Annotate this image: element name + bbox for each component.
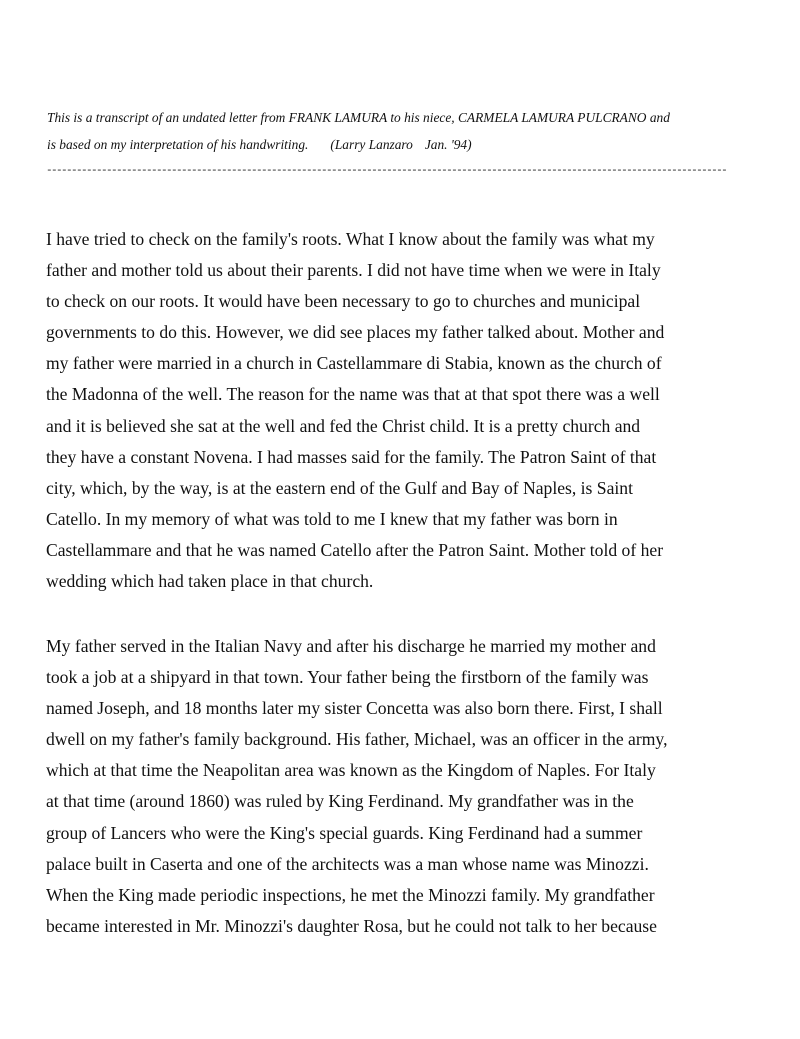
transcript-note-line-1: This is a transcript of an undated letter from FRANK LAMURA to his niece, CARMELA LAMURA PULCRANO and xyxy=(47,110,670,125)
text-line: at that time (around 1860) was ruled by King Ferdinand. My grandfather was in the xyxy=(46,791,634,812)
transcript-note-text: is based on my interpretation of his handwriting. xyxy=(47,137,309,152)
text-line: city, which, by the way, is at the eastern end of the Gulf and Bay of Naples, is Saint xyxy=(46,477,633,498)
text-line: to check on our roots. It would have been necessary to go to churches and municipal xyxy=(46,291,641,312)
text-line: wedding which had taken place in that church. xyxy=(46,571,374,592)
text-line: my father were married in a church in Castellammare di Stabia, known as the church of xyxy=(46,353,662,374)
text-line: My father served in the Italian Navy and after his discharge he married my mother and xyxy=(46,636,656,656)
text-line: named Joseph, and 18 months later my sister Concetta was also born there. First, I shall xyxy=(46,698,663,719)
text-line: which at that time the Neapolitan area was known as the Kingdom of Naples. For Italy xyxy=(46,760,656,781)
text-line: group of Lancers who were the King's special guards. King Ferdinand had a summer xyxy=(46,822,643,843)
text-line: became interested in Mr. Minozzi's daughter Rosa, but he could not talk to her because xyxy=(46,915,657,936)
transcript-note-line-2 xyxy=(47,131,767,158)
text-line: Castellammare and that he was named Catello after the Patron Saint. Mother told of her xyxy=(46,539,664,560)
text-line: they have a constant Novena. I had masses said for the family. The Patron Saint of that xyxy=(46,446,657,467)
text-line: governments to do this. However, we did see places my father talked about. Mother and xyxy=(46,322,665,343)
text-line: took a job at a shipyard in that town. Your father being the firstborn of the family was xyxy=(46,667,649,688)
text-line: dwell on my father's family background. His father, Michael, was an officer in the army, xyxy=(46,729,668,750)
text-line: father and mother told us about their parents. I did not have time when we were in Italy xyxy=(46,260,661,281)
dashed-divider: ---------------------------------------------------------------------------------------------------------------------------------------- xyxy=(46,165,727,177)
transcript-author: (Larry Lanzaro xyxy=(330,137,413,152)
transcript-note xyxy=(47,104,767,158)
text-line: palace built in Caserta and one of the architects was a man whose name was Minozzi. xyxy=(46,853,649,874)
text-line: the Madonna of the well. The reason for the name was that at that spot there was a well xyxy=(46,384,660,405)
text-line: Catello. In my memory of what was told to me I knew that my father was born in xyxy=(46,508,618,529)
text-line: When the King made periodic inspections, he met the Minozzi family. My grandfather xyxy=(46,884,655,905)
letter-paragraph-2 xyxy=(46,631,758,942)
text-line: and it is believed she sat at the well and fed the Christ child. It is a pretty church and xyxy=(46,415,641,436)
text-line: I have tried to check on the family's roots. What I know about the family was what my xyxy=(46,229,655,249)
letter-paragraph-1 xyxy=(46,224,758,597)
transcript-date: Jan. '94) xyxy=(424,137,472,152)
